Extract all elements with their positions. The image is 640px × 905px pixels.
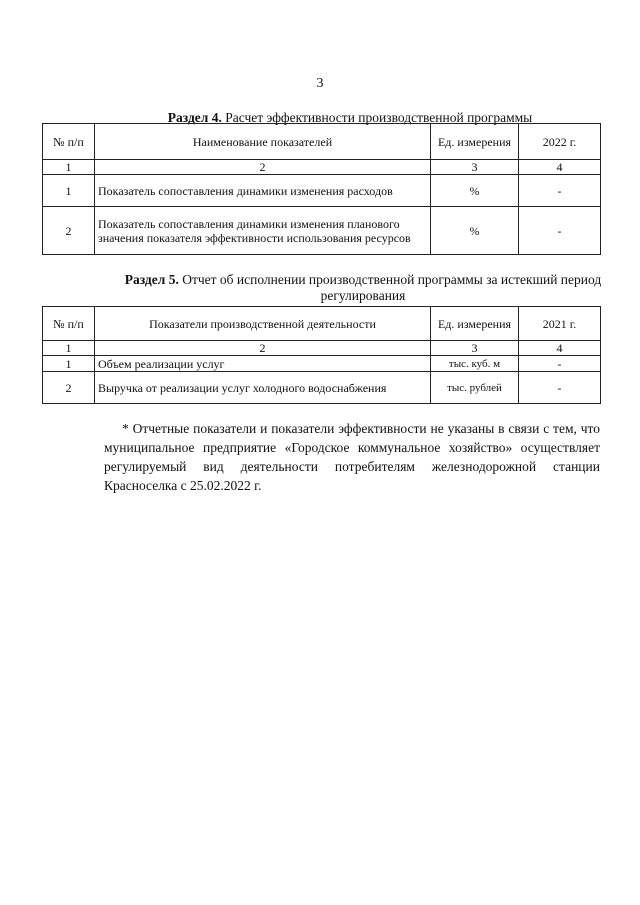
row-num: 2	[43, 372, 95, 404]
section4-title-bold: Раздел 4.	[167, 110, 222, 125]
section4-table	[42, 123, 601, 255]
section5-title	[120, 272, 606, 304]
row-value: -	[519, 372, 601, 404]
row-unit: тыс. куб. м	[431, 356, 519, 372]
col-number: 2	[95, 341, 431, 356]
col-number: 3	[431, 341, 519, 356]
table-header-row	[43, 307, 601, 341]
table-row	[43, 207, 601, 255]
header-name: Наименование показателей	[95, 124, 431, 160]
row-unit: тыс. рублей	[431, 372, 519, 404]
page-number: 3	[316, 76, 324, 91]
footnote: * Отчетные показатели и показатели эффективности не указаны в связи с тем, что муниципальное предприятие «Городское коммунальное хозяйство» осуществляет регулируемый вид деятельности потребителям железнодорожной станции Красноселка с 25.02.2022 г.	[104, 420, 600, 493]
section4-title-text: Расчет эффективности производственной программы	[221, 110, 533, 125]
column-number-row	[43, 160, 601, 175]
header-num: № п/п	[43, 124, 95, 160]
header-unit: Ед. измерения	[431, 307, 519, 341]
header-num: № п/п	[43, 307, 95, 341]
table-row	[43, 356, 601, 372]
col-number: 1	[43, 341, 95, 356]
column-number-row	[43, 341, 601, 356]
table-row	[43, 372, 601, 404]
col-number: 2	[95, 160, 431, 175]
row-name: Выручка от реализации услуг холодного водоснабжения	[95, 372, 431, 404]
header-name: Показатели производственной деятельности	[95, 307, 431, 341]
row-name: Объем реализации услуг	[95, 356, 431, 372]
header-unit: Ед. измерения	[431, 124, 519, 160]
row-unit: %	[431, 175, 519, 207]
row-num: 2	[43, 207, 95, 255]
row-value: -	[519, 175, 601, 207]
header-year: 2022 г.	[519, 124, 601, 160]
col-number: 3	[431, 160, 519, 175]
col-number: 4	[519, 341, 601, 356]
col-number: 1	[43, 160, 95, 175]
row-value: -	[519, 356, 601, 372]
row-name: Показатель сопоставления динамики изменения планового значения показателя эффективности использования ресурсов	[95, 207, 431, 255]
col-number: 4	[519, 160, 601, 175]
section5-table	[42, 306, 601, 404]
row-num: 1	[43, 175, 95, 207]
section5-title-text: Отчет об исполнении производственной программы за истекший период регулирования	[178, 272, 602, 303]
header-year: 2021 г.	[519, 307, 601, 341]
row-num: 1	[43, 356, 95, 372]
section5-title-bold: Раздел 5.	[124, 272, 179, 287]
table-header-row	[43, 124, 601, 160]
row-value: -	[519, 207, 601, 255]
row-name: Показатель сопоставления динамики изменения расходов	[95, 175, 431, 207]
table-row	[43, 175, 601, 207]
row-unit: %	[431, 207, 519, 255]
